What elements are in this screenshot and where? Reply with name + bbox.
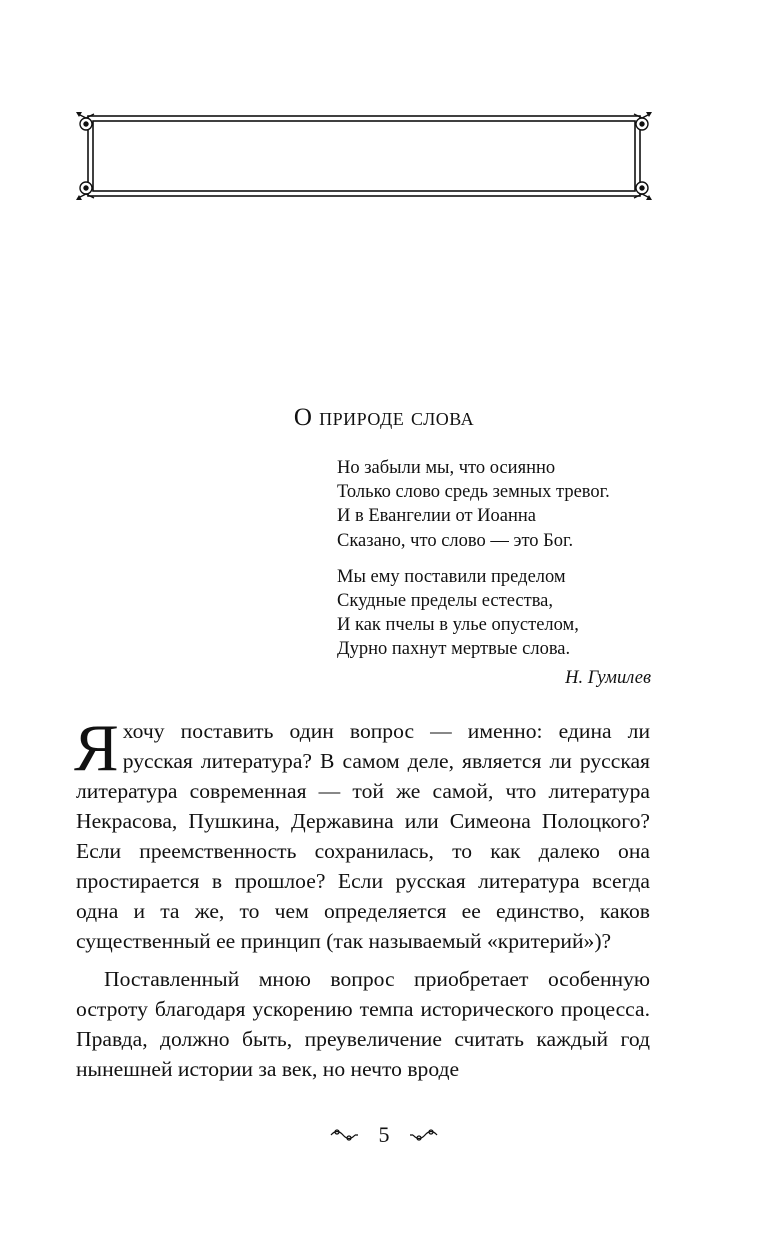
page-footer xyxy=(0,1120,768,1148)
epigraph-stanza-2 xyxy=(337,565,651,662)
body-text xyxy=(74,711,650,1084)
epigraph-line: Только слово средь земных тревог. xyxy=(337,482,610,503)
epigraph-stanza-1 xyxy=(337,456,651,553)
epigraph xyxy=(337,456,651,674)
epigraph-author: Н. Гумилев xyxy=(565,668,651,688)
epigraph-line: И в Евангелии от Иоанна xyxy=(337,506,537,527)
epigraph-line: Дурно пахнут мертвые слова. xyxy=(337,639,571,660)
epigraph-line: Скудные пределы естества, xyxy=(337,591,554,612)
paragraph-1-text: хочу поставить один вопрос — именно: едина ли русская литература? В самом деле, является ли русская литература современная — той же самой, что литература Некрасова, Пушкина, Державина или Симеона Полоцкого? Если преемственность сохранилась, то как далеко она простирается в прошлое? Если русская литература всегда одна и та же, то чем определяется ее единство, каков существенный ее принцип (так называемый «критерий»)? xyxy=(76,719,650,953)
flourish-ornament-left-icon xyxy=(329,1122,359,1148)
epigraph-line: Но забыли мы, что осиянно xyxy=(337,458,556,478)
page-number: 5 xyxy=(378,1121,390,1147)
drop-cap: Я xyxy=(74,711,119,785)
flourish-ornament-right-icon xyxy=(409,1122,439,1148)
chapter-title: О природе слова xyxy=(293,404,475,431)
paragraph-2: Поставленный мною вопрос приобретает особенную остроту благодаря ускорению темпа исторического процесса. Правда, должно быть, преувеличение считать каждый год нынешней истории за век, но нечто вроде xyxy=(76,967,650,1081)
paragraph-1 xyxy=(74,711,650,956)
epigraph-line: И как пчелы в улье опустелом, xyxy=(337,615,579,636)
ornamental-frame-icon xyxy=(74,110,654,202)
ornamental-frame xyxy=(74,110,654,202)
epigraph-line: Мы ему поставили пределом xyxy=(337,566,566,587)
epigraph-line: Сказано, что слово — это Бог. xyxy=(337,530,574,551)
